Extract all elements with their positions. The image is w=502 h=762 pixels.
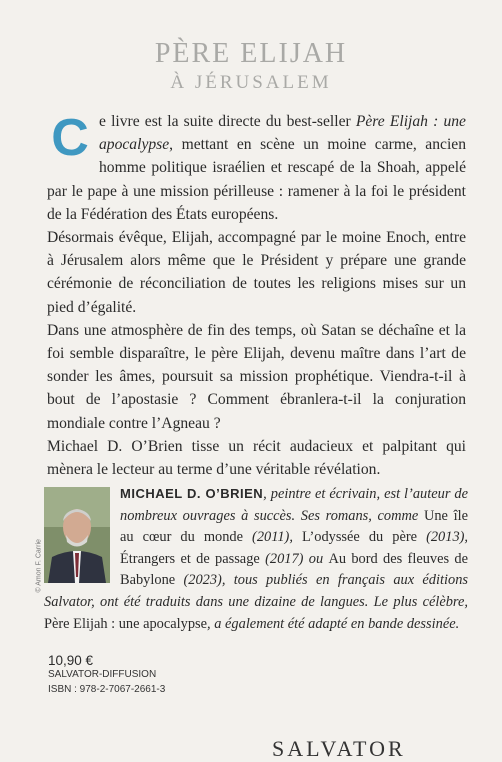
- blurb-paragraph-4: Michael D. O’Brien tisse un récit audacieux et palpitant qui mènera le lecteur au terme d’une véritable révélation.: [47, 437, 466, 479]
- work-4: Au bord des fleuves de Babylone: [120, 550, 468, 589]
- blurb-paragraph-3: Dans une atmosphère de fin des temps, où Satan se déchaîne et la foi semble disparaître, le père Elijah, devenu maître dans l’art de sonder les âmes, poursuit sa mission prophétique. Viendra-t-il à bout de l’apostasie ? Comment ébranlera-t-il la conjuration mondiale contre l’Agneau ?: [47, 321, 466, 432]
- work-5: Père Elijah : une apocalypse: [44, 615, 208, 632]
- author-photo: [44, 487, 110, 583]
- paragraph-1-book-title: Père Elijah : une apocalypse: [99, 113, 466, 154]
- price: 10,90 €: [48, 653, 94, 668]
- distributor: SALVATOR-DIFFUSION: [48, 669, 157, 680]
- paragraph-1-end: , mettant en scène un moine carme, ancien homme politique israélien et rescapé de la Shoah, appelé par le pape à une mission périlleuse : ramener à la foi le président de la Fédération des États européens.: [47, 136, 466, 223]
- isbn: ISBN : 978-2-7067-2661-3: [48, 684, 166, 695]
- work-3: Étrangers et de passage: [120, 550, 260, 567]
- author-name: MICHAEL D. O’BRIEN: [120, 486, 264, 501]
- blurb-paragraph-1: [47, 110, 466, 226]
- blurb: [47, 110, 466, 481]
- blurb-paragraph-2: Désormais évêque, Elijah, accompagné par le moine Enoch, entre à Jérusalem alors même que le Président y prépare une grande cérémonie de réconciliation de toutes les religions mises sur un pied d’égalité.: [47, 229, 466, 316]
- publisher-name: SALVATOR: [272, 736, 406, 761]
- work-2: L’odyssée du père: [301, 529, 418, 546]
- paragraph-1-text: e livre est la suite directe du best-seller: [99, 113, 356, 130]
- photo-credit: © Amon F. Carrie: [35, 539, 43, 593]
- book-title: PÈRE ELIJAH: [154, 38, 348, 69]
- book-subtitle: À JÉRUSALEM: [170, 72, 332, 93]
- work-1: Une île au cœur du monde: [120, 507, 468, 546]
- drop-cap-c-icon: [47, 114, 93, 160]
- author-bio: MICHAEL D. O’BRIEN, peintre et écrivain, est l’auteur de nombreux ouvrages à succès. Ses romans, comme Une île au cœur du monde (2011), L’odyssée du père (2013), Étrangers et de passage (2017) ou Au bord des fleuves de Babylone (2023), tous publiés en français aux éditions Salvator, ont été traduits dans une dizaine de langues. Le plus célèbre, Père Elijah : une apocalypse, a également été adapté en bande dessinée.: [44, 486, 469, 632]
- drop-cap-letter: C: [51, 114, 89, 160]
